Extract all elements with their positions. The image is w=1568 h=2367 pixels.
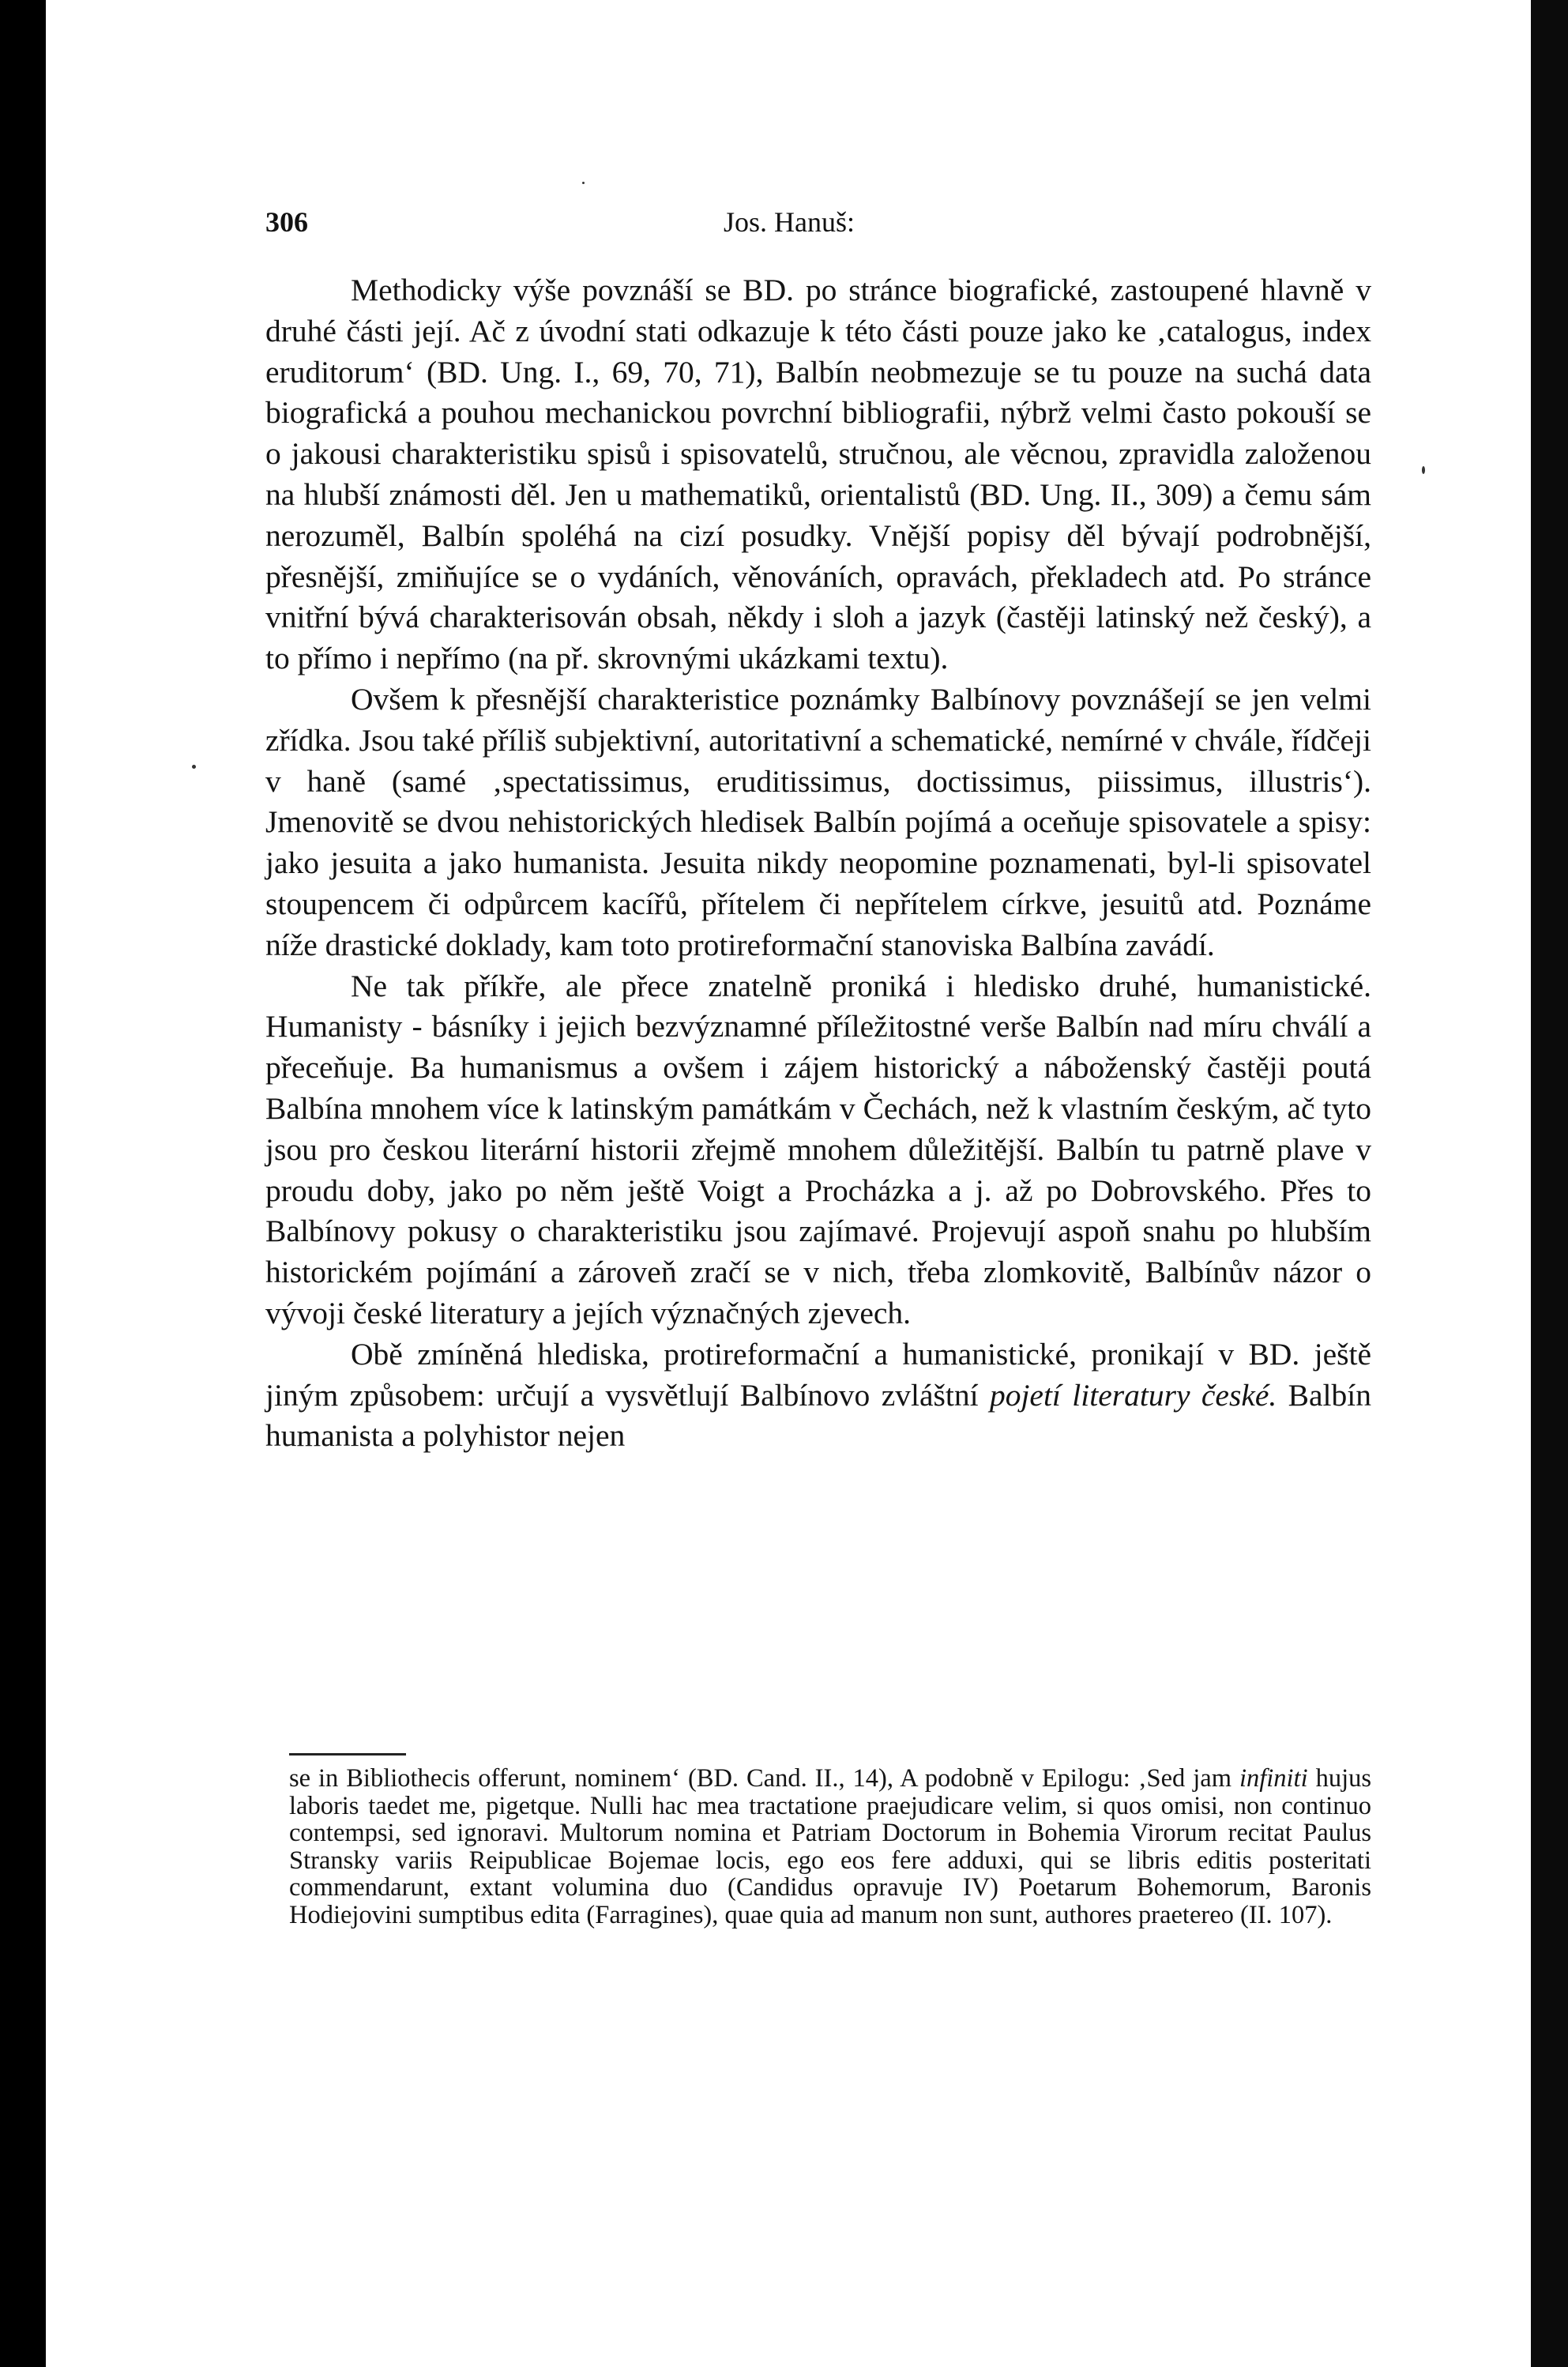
running-head: Jos. Hanuš: [724, 206, 855, 238]
footnote [289, 1765, 1371, 1929]
scan-speck [582, 182, 585, 184]
page-header [265, 205, 1371, 245]
paragraph: Ne tak příkře, ale přece znatelně proniká i hledisko druhé, humanistické. Humanisty - básníky i jejich bezvýznamné příležitostné verše Balbín nad míru chválí a přeceňuje. Ba humanismus a ovšem i zájem historický a náboženský častěji poutá Balbína mnohem více k latinským památkám v Čechách, než k vlastním českým, ač tyto jsou pro českou literární historii zřejmě mnohem důležitější. Balbín tu patrně plave v proudu doby, jako po něm ještě Voigt a Procházka a j. až po Dobrovského. Přes to Balbínovy pokusy o charakteristiku jsou zajímavé. Projevují aspoň snahu po hlubším historickém pojímání a zároveň zračí se v nich, třeba zlomkovitě, Balbínův názor o vývoji české literatury a jejích význačných zjevech. [265, 968, 1371, 1330]
paragraph-text: Obě zmíněná hlediska, protireformační a humanistické, pronikají v BD. ještě jiným způsobem: určují a vysvětlují Balbínovo zvláštní [265, 1336, 1371, 1413]
emphasis: pojetí literatury české. [989, 1377, 1277, 1413]
paragraph: Methodicky výše povznáší se BD. po stránce biografické, zastoupené hlavně v druhé části její. Ač z úvodní stati odkazuje k této části pouze jako ke ‚catalogus, index eruditorum‘ (BD. Ung. I., 69, 70, 71), Balbín neobmezuje se tu pouze na suchá data biografická a pouhou mechanickou povrchní bibliografii, nýbrž velmi často pokouší se o jakousi charakteristiku spisů i spisovatelů, stručnou, ale věcnou, zpravidla založenou na hlubší známosti děl. Jen u mathematiků, orientalistů (BD. Ung. II., 309) a čemu sám nerozuměl, Balbín spoléhá na cizí posudky. Vnější popisy děl bývají podrobnější, přesnější, zmiňujíce se o vydáních, věnováních, opravách, překladech atd. Po stránce vnitřní bývá charakterisován obsah, někdy i sloh a jazyk (častěji latinský než český), a to přímo i nepřímo (na př. skrovnými ukázkami textu). [265, 273, 1371, 676]
paragraph: Ovšem k přesnější charakteristice poznámky Balbínovy povznášejí se jen velmi zřídka. Jsou také příliš subjektivní, autoritativní a schematické, nemírné v chvále, řídčeji v haně (samé ‚spectatissimus, eruditissimus, doctissimus, piissimus, illustris‘). Jmenovitě se dvou nehistorických hledisek Balbín pojímá a oceňuje spisovatele a spisy: jako jesuita a jako humanista. Jesuita nikdy neopomine poznamenati, byl-li spisovatel stoupencem či odpůrcem kacířů, přítelem či nepřítelem církve, jesuitů atd. Poznáme níže drastické doklady, kam toto protireformační stanoviska Balbína zavádí. [265, 681, 1371, 962]
page-number: 306 [265, 206, 308, 238]
paragraph-text: Balbín humanista a polyhistor nejen [265, 1377, 1371, 1454]
footnote-emphasis: infiniti [1239, 1764, 1308, 1793]
footnote-segment: se in Bibliothecis offerunt, nominem‘ (BD. Cand. II., 14), A podobně v Epilogu: ‚Sed jam [289, 1764, 1231, 1793]
footnote-divider [289, 1753, 406, 1755]
body-text [265, 270, 1371, 1457]
scan-edge [1531, 0, 1568, 2367]
paragraph-last [265, 1334, 1371, 1457]
scan-speck [1422, 466, 1425, 474]
footnote-segment: hujus laboris taedet me, pigetque. Nulli hac mea tractatione praejudicare velim, si quos omisi, non continuo contempsi, sed ignoravi. Multorum nomina et Patriam Doctorum in Bohemia Virorum recitat Paulus Stransky variis Reipublicae Bojemae locis, ego eos fere adduxi, qui se libris editis posteritati commendarunt, extant volumina duo (Candidus opravuje IV) Poetarum Bohemorum, Baronis Hodiejovini sumptibus edita (Farragines), quae quia ad manum non sunt, authores praetereo (II. 107). [289, 1764, 1372, 1929]
scan-speck [192, 765, 196, 769]
footnote-text [289, 1765, 1371, 1929]
